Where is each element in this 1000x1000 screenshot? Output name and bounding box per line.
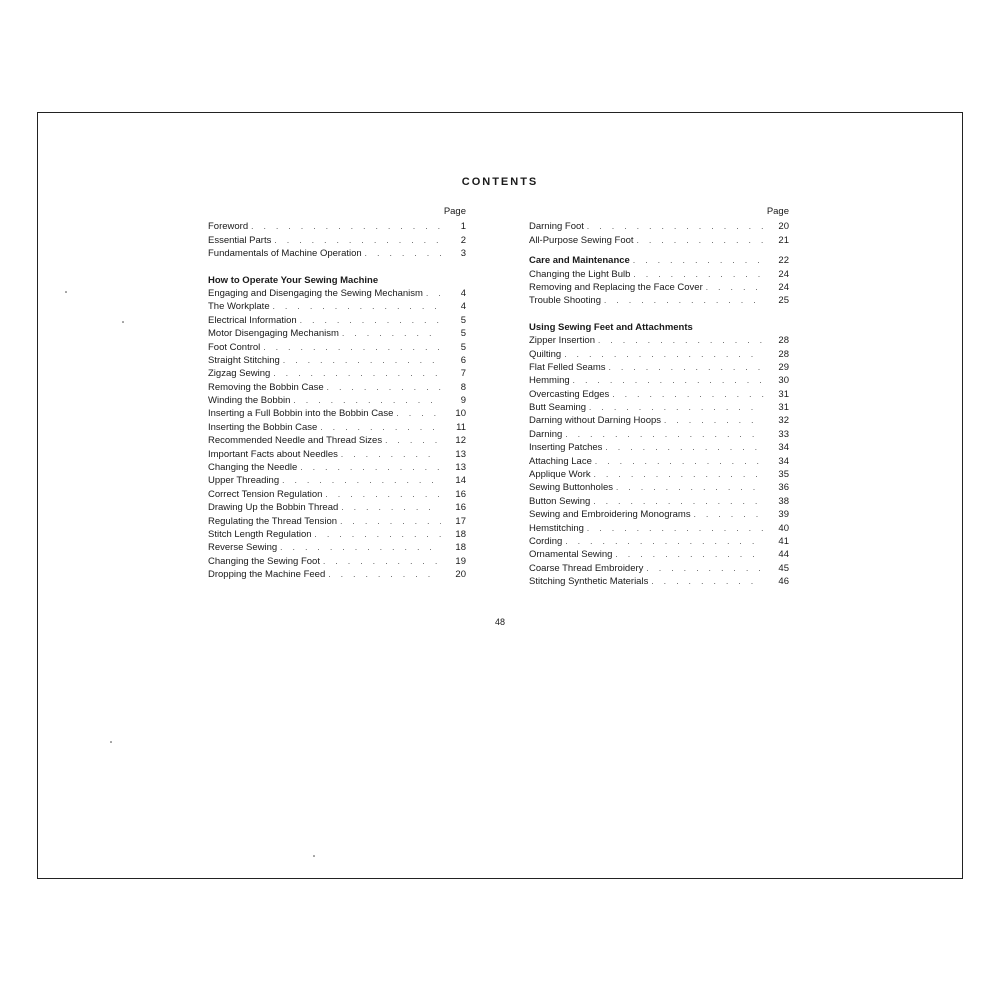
toc-entry[interactable] bbox=[208, 341, 466, 354]
dot-leader bbox=[282, 474, 441, 487]
toc-page-number: 29 bbox=[778, 361, 789, 373]
toc-entry-label: Quilting bbox=[529, 348, 562, 360]
dot-leader bbox=[598, 334, 764, 347]
toc-entry-label: Recommended Needle and Thread Sizes bbox=[208, 435, 383, 447]
dot-leader bbox=[293, 394, 441, 407]
dot-leader bbox=[615, 548, 764, 561]
toc-section-heading-row bbox=[529, 254, 789, 267]
dot-leader bbox=[315, 528, 441, 541]
toc-page-number: 13 bbox=[455, 448, 466, 460]
toc-entry[interactable] bbox=[208, 461, 466, 474]
toc-entry-label: Sewing and Embroidering Monograms bbox=[529, 509, 691, 521]
toc-entry-label: Attaching Lace bbox=[529, 455, 592, 467]
dot-leader bbox=[646, 562, 764, 575]
toc-entry[interactable] bbox=[529, 562, 789, 575]
dot-leader bbox=[587, 522, 764, 535]
dot-leader bbox=[604, 294, 764, 307]
dot-leader bbox=[328, 568, 441, 581]
section-gap bbox=[529, 308, 789, 321]
toc-entry-label: Changing the Sewing Foot bbox=[208, 555, 320, 567]
toc-entry[interactable] bbox=[529, 455, 789, 468]
toc-entry[interactable] bbox=[529, 441, 789, 454]
toc-entry[interactable] bbox=[529, 234, 789, 247]
toc-entry[interactable] bbox=[208, 381, 466, 394]
toc-page-number: 18 bbox=[455, 542, 466, 554]
dot-leader bbox=[300, 314, 441, 327]
toc-page-number: 31 bbox=[778, 402, 789, 414]
toc-entry-label: Straight Stitching bbox=[208, 354, 280, 366]
toc-entry-label: Inserting the Bobbin Case bbox=[208, 421, 318, 433]
toc-page-number: 1 bbox=[460, 221, 466, 233]
toc-section-heading: Using Sewing Feet and Attachments bbox=[529, 321, 693, 333]
page-number: 48 bbox=[494, 617, 505, 627]
dot-leader bbox=[283, 354, 441, 367]
toc-entry-label: Darning bbox=[529, 428, 563, 440]
toc-entry[interactable] bbox=[529, 348, 789, 361]
toc-entry-label: Removing the Bobbin Case bbox=[208, 381, 324, 393]
dot-leader bbox=[651, 575, 764, 588]
toc-entry-label: Inserting a Full Bobbin into the Bobbin Case bbox=[208, 408, 394, 420]
toc-entry-label: Hemstitching bbox=[529, 522, 584, 534]
toc-page-number: 5 bbox=[460, 341, 466, 353]
toc-entry-label: Flat Felled Seams bbox=[529, 361, 606, 373]
dot-leader bbox=[365, 247, 441, 260]
toc-page-number: 45 bbox=[778, 562, 789, 574]
toc-page-number: 11 bbox=[456, 421, 466, 433]
toc-entry[interactable] bbox=[208, 488, 466, 501]
dot-leader bbox=[573, 374, 764, 387]
toc-page-number: 16 bbox=[455, 488, 466, 500]
toc-entry[interactable] bbox=[208, 407, 466, 420]
toc-entry[interactable] bbox=[529, 428, 789, 441]
toc-entry[interactable] bbox=[208, 367, 466, 380]
toc-entry-label: Trouble Shooting bbox=[529, 295, 602, 307]
toc-entry[interactable] bbox=[529, 281, 789, 294]
dot-leader bbox=[589, 401, 764, 414]
section-gap bbox=[208, 261, 466, 274]
dot-leader bbox=[396, 407, 441, 420]
toc-page-number: 4 bbox=[460, 287, 466, 299]
toc-page-number: 7 bbox=[460, 368, 466, 380]
toc-entry[interactable] bbox=[529, 535, 789, 548]
toc-entry[interactable] bbox=[529, 575, 789, 588]
toc-entry-label: Upper Threading bbox=[208, 475, 280, 487]
toc-page-number: 41 bbox=[778, 535, 789, 547]
toc-entry[interactable] bbox=[529, 522, 789, 535]
toc-page-number: 35 bbox=[778, 469, 789, 481]
toc-entry[interactable] bbox=[529, 294, 789, 307]
toc-page-number: 21 bbox=[778, 234, 789, 246]
toc-page-number: 34 bbox=[778, 442, 789, 454]
toc-entry-label: Sewing Buttonholes bbox=[529, 482, 613, 494]
dot-leader bbox=[320, 421, 441, 434]
dot-leader bbox=[565, 535, 764, 548]
toc-page-number: 24 bbox=[778, 268, 789, 280]
toc-right-groups bbox=[529, 220, 789, 588]
toc-page-number: 32 bbox=[778, 415, 789, 427]
toc-entry[interactable] bbox=[529, 334, 789, 347]
toc-entry-label: Zipper Insertion bbox=[529, 335, 596, 347]
toc-page-number: 40 bbox=[778, 522, 789, 534]
toc-page-number: 13 bbox=[455, 462, 466, 474]
toc-page-number: 24 bbox=[778, 281, 789, 293]
toc-entry-label: Darning without Darning Hoops bbox=[529, 415, 662, 427]
toc-entry-label: Changing the Needle bbox=[208, 462, 298, 474]
dot-leader bbox=[341, 448, 441, 461]
toc-page-number: 5 bbox=[460, 314, 466, 326]
dot-leader bbox=[263, 341, 441, 354]
toc-entry[interactable] bbox=[529, 481, 789, 494]
dot-leader bbox=[609, 361, 764, 374]
toc-entry-label: Engaging and Disengaging the Sewing Mechanism bbox=[208, 287, 423, 299]
dot-leader bbox=[587, 220, 764, 233]
dot-leader bbox=[323, 555, 441, 568]
toc-page-number: 22 bbox=[778, 255, 789, 267]
toc-entry[interactable] bbox=[529, 361, 789, 374]
scan-speck bbox=[65, 291, 67, 293]
toc-section-heading: Care and Maintenance bbox=[529, 255, 630, 267]
toc-entry-label: Regulating the Thread Tension bbox=[208, 515, 338, 527]
dot-leader bbox=[605, 441, 764, 454]
toc-entry-label: Dropping the Machine Feed bbox=[208, 569, 326, 581]
toc-entry-label: Stitch Length Regulation bbox=[208, 528, 312, 540]
toc-entry-label: Ornamental Sewing bbox=[529, 549, 613, 561]
toc-entry[interactable] bbox=[208, 474, 466, 487]
toc-entry[interactable] bbox=[529, 388, 789, 401]
toc-section-heading: How to Operate Your Sewing Machine bbox=[208, 274, 379, 286]
toc-page-number: 33 bbox=[778, 428, 789, 440]
toc-page-number: 19 bbox=[455, 555, 466, 567]
toc-entry-label: The Workplate bbox=[208, 301, 270, 313]
toc-entry[interactable] bbox=[529, 220, 789, 233]
toc-page-number: 3 bbox=[460, 248, 466, 260]
dot-leader bbox=[694, 508, 764, 521]
toc-page-number: 44 bbox=[778, 549, 789, 561]
toc-page-number: 39 bbox=[778, 509, 789, 521]
dot-leader bbox=[564, 348, 764, 361]
toc-entry-label: Drawing Up the Bobbin Thread bbox=[208, 502, 339, 514]
toc-entry-label: Foot Control bbox=[208, 341, 261, 353]
dot-leader bbox=[633, 254, 764, 267]
toc-entry[interactable] bbox=[208, 300, 466, 313]
dot-leader bbox=[274, 234, 441, 247]
contents-title: CONTENTS bbox=[461, 176, 539, 188]
toc-entry[interactable] bbox=[208, 448, 466, 461]
toc-page-number: 16 bbox=[455, 502, 466, 514]
toc-entry[interactable] bbox=[529, 401, 789, 414]
toc-entry-label: Correct Tension Regulation bbox=[208, 488, 323, 500]
toc-entry-label: All-Purpose Sewing Foot bbox=[529, 234, 634, 246]
toc-entry-label: Foreword bbox=[208, 221, 249, 233]
toc-entry[interactable] bbox=[208, 501, 466, 514]
toc-page-number: 38 bbox=[778, 495, 789, 507]
scan-speck bbox=[313, 855, 315, 857]
toc-right-column bbox=[529, 205, 789, 589]
toc-entry[interactable] bbox=[208, 287, 466, 300]
dot-leader bbox=[327, 381, 441, 394]
toc-left-column bbox=[208, 205, 466, 582]
toc-entry[interactable] bbox=[208, 555, 466, 568]
toc-page-number: 4 bbox=[460, 301, 466, 313]
dot-leader bbox=[385, 434, 441, 447]
toc-entry[interactable] bbox=[208, 421, 466, 434]
toc-entry[interactable] bbox=[208, 220, 466, 233]
toc-page-number: 8 bbox=[460, 381, 466, 393]
dot-leader bbox=[342, 327, 441, 340]
toc-entry[interactable] bbox=[208, 327, 466, 340]
toc-entry-label: Winding the Bobbin bbox=[208, 395, 291, 407]
dot-leader bbox=[341, 501, 441, 514]
toc-entry-label: Butt Seaming bbox=[529, 402, 587, 414]
toc-entry-label: Button Sewing bbox=[529, 495, 591, 507]
toc-entry[interactable] bbox=[208, 354, 466, 367]
dot-leader bbox=[612, 388, 764, 401]
dot-leader bbox=[273, 367, 441, 380]
toc-entry-label: Zigzag Sewing bbox=[208, 368, 271, 380]
toc-page-number: 36 bbox=[778, 482, 789, 494]
toc-page-number: 2 bbox=[460, 234, 466, 246]
toc-entry[interactable] bbox=[529, 414, 789, 427]
scan-speck bbox=[110, 741, 112, 743]
toc-entry-label: Applique Work bbox=[529, 469, 591, 481]
dot-leader bbox=[706, 281, 764, 294]
toc-entry[interactable] bbox=[529, 468, 789, 481]
toc-page-number: 9 bbox=[460, 395, 466, 407]
toc-page-number: 10 bbox=[455, 408, 466, 420]
toc-entry[interactable] bbox=[208, 568, 466, 581]
toc-page-number: 5 bbox=[460, 328, 466, 340]
page-column-header: Page bbox=[766, 206, 789, 217]
section-gap bbox=[529, 247, 789, 254]
toc-page-number: 20 bbox=[455, 569, 466, 581]
toc-entry[interactable] bbox=[208, 234, 466, 247]
toc-page-number: 34 bbox=[778, 455, 789, 467]
toc-entry-label: Cording bbox=[529, 535, 563, 547]
toc-page-number: 18 bbox=[455, 528, 466, 540]
page-column-header: Page bbox=[443, 206, 466, 217]
dot-leader bbox=[426, 287, 441, 300]
toc-entry-label: Darning Foot bbox=[529, 221, 584, 233]
toc-entry-label: Removing and Replacing the Face Cover bbox=[529, 281, 703, 293]
toc-entry-label: Changing the Light Bulb bbox=[529, 268, 631, 280]
dot-leader bbox=[594, 468, 764, 481]
toc-entry[interactable] bbox=[208, 541, 466, 554]
toc-entry-label: Important Facts about Needles bbox=[208, 448, 338, 460]
toc-page-number: 25 bbox=[778, 295, 789, 307]
toc-entry-label: Reverse Sewing bbox=[208, 542, 278, 554]
toc-page-number: 20 bbox=[778, 221, 789, 233]
toc-page-number: 17 bbox=[455, 515, 466, 527]
dot-leader bbox=[616, 481, 764, 494]
toc-entry[interactable] bbox=[529, 374, 789, 387]
document-page-frame bbox=[37, 112, 963, 879]
toc-entry[interactable] bbox=[208, 247, 466, 260]
toc-entry[interactable] bbox=[529, 548, 789, 561]
toc-page-number: 31 bbox=[778, 388, 789, 400]
toc-entry[interactable] bbox=[208, 528, 466, 541]
toc-entry[interactable] bbox=[208, 314, 466, 327]
toc-left-groups bbox=[208, 220, 466, 581]
toc-page-number: 28 bbox=[778, 335, 789, 347]
toc-page-number: 30 bbox=[778, 375, 789, 387]
toc-entry-label: Stitching Synthetic Materials bbox=[529, 576, 649, 588]
toc-entry-label: Essential Parts bbox=[208, 234, 272, 246]
dot-leader bbox=[280, 541, 441, 554]
toc-entry[interactable] bbox=[529, 508, 789, 521]
toc-page-number: 28 bbox=[778, 348, 789, 360]
toc-entry-label: Coarse Thread Embroidery bbox=[529, 562, 644, 574]
scan-speck bbox=[122, 321, 124, 323]
toc-entry-label: Inserting Patches bbox=[529, 442, 603, 454]
dot-leader bbox=[664, 414, 764, 427]
dot-leader bbox=[595, 455, 764, 468]
dot-leader bbox=[593, 495, 764, 508]
toc-entry-label: Electrical Information bbox=[208, 314, 297, 326]
toc-entry-label: Overcasting Edges bbox=[529, 388, 610, 400]
toc-entry[interactable] bbox=[208, 394, 466, 407]
toc-entry[interactable] bbox=[529, 495, 789, 508]
toc-entry[interactable] bbox=[208, 434, 466, 447]
toc-entry-label: Motor Disengaging Mechanism bbox=[208, 328, 339, 340]
dot-leader bbox=[300, 461, 441, 474]
dot-leader bbox=[565, 428, 764, 441]
dot-leader bbox=[273, 300, 441, 313]
toc-entry[interactable] bbox=[208, 515, 466, 528]
toc-entry-label: Hemming bbox=[529, 375, 570, 387]
dot-leader bbox=[633, 268, 764, 281]
dot-leader bbox=[637, 234, 764, 247]
toc-page-number: 6 bbox=[460, 354, 466, 366]
dot-leader bbox=[251, 220, 441, 233]
toc-entry[interactable] bbox=[529, 268, 789, 281]
toc-page-number: 14 bbox=[455, 475, 466, 487]
dot-leader bbox=[340, 515, 441, 528]
toc-page-number: 12 bbox=[455, 435, 466, 447]
dot-leader bbox=[325, 488, 441, 501]
toc-entry-label: Fundamentals of Machine Operation bbox=[208, 248, 362, 260]
toc-page-number: 46 bbox=[778, 576, 789, 588]
